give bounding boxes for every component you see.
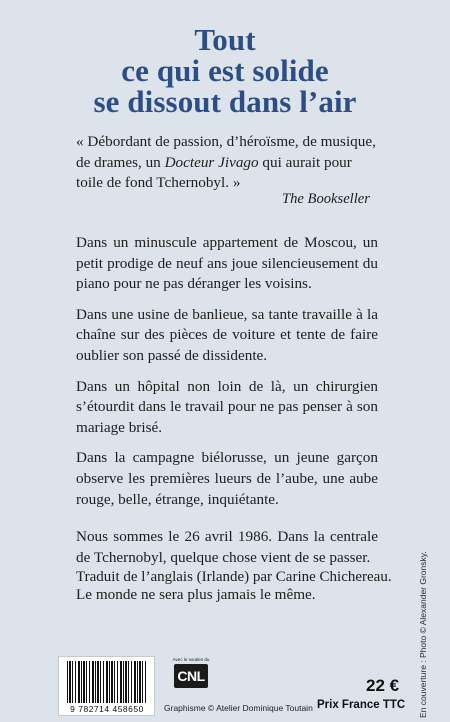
quote-text-after: qui aurait pour toile de fond Tchernobyl. »: [76, 153, 352, 191]
blurb: [76, 233, 378, 616]
title-line-1: Tout: [194, 22, 256, 57]
isbn-barcode: [58, 656, 155, 716]
cover-photo-credit: En couverture : Photo © Alexander Gronsky.: [418, 551, 428, 718]
blurb-paragraph-3: Dans un hôpital non loin de là, un chirurgien s’étourdit dans le travail pour ne pas penser à son mariage brisé.: [76, 377, 378, 436]
press-quote: [76, 132, 376, 194]
translator-credit: Traduit de l’anglais (Irlande) par Carine Chichereau.: [76, 569, 392, 585]
quote-emphasis: Docteur Jivago: [164, 153, 259, 171]
price-label: Prix France TTC: [317, 699, 406, 711]
cnl-logo-block: [171, 657, 211, 691]
quote-text-before: « Débordant de passion, d’héroïsme, de musique, de drames, un: [76, 133, 376, 171]
blurb-paragraph-4: Dans la campagne biélorusse, un jeune garçon observe les premières lueurs de l’aube, une aube rouge, belle, étrange, inquiétante.: [76, 449, 378, 508]
cnl-caption: Avec le soutien du: [172, 657, 210, 662]
cnl-logo: CNL: [174, 664, 208, 688]
title-line-3: se dissout dans l’air: [93, 84, 357, 119]
barcode-bars: [67, 661, 147, 703]
blurb-paragraph-6: Le monde ne sera plus jamais le même.: [76, 586, 316, 604]
barcode-number: 9 782714 458650: [70, 704, 144, 714]
title-line-2: ce qui est solide: [121, 53, 329, 88]
blurb-paragraph-2: Dans une usine de banlieue, sa tante travaille à la chaîne sur des pièces de voiture et tente de faire oublier son passé de dissidente.: [76, 305, 378, 364]
price-amount: 22 €: [366, 676, 400, 695]
blurb-paragraph-1: Dans un minuscule appartement de Moscou, un petit prodige de neuf ans joue silencieusement du piano pour ne pas déranger les voisins.: [76, 234, 378, 293]
quote-source: The Bookseller: [282, 191, 370, 207]
blurb-paragraph-5: Nous sommes le 26 avril 1986. Dans la centrale de Tchernobyl, quelque chose vient de se passer.: [76, 528, 378, 566]
design-credit: Graphisme © Atelier Dominique Toutain: [164, 703, 313, 713]
book-title: [0, 24, 450, 117]
